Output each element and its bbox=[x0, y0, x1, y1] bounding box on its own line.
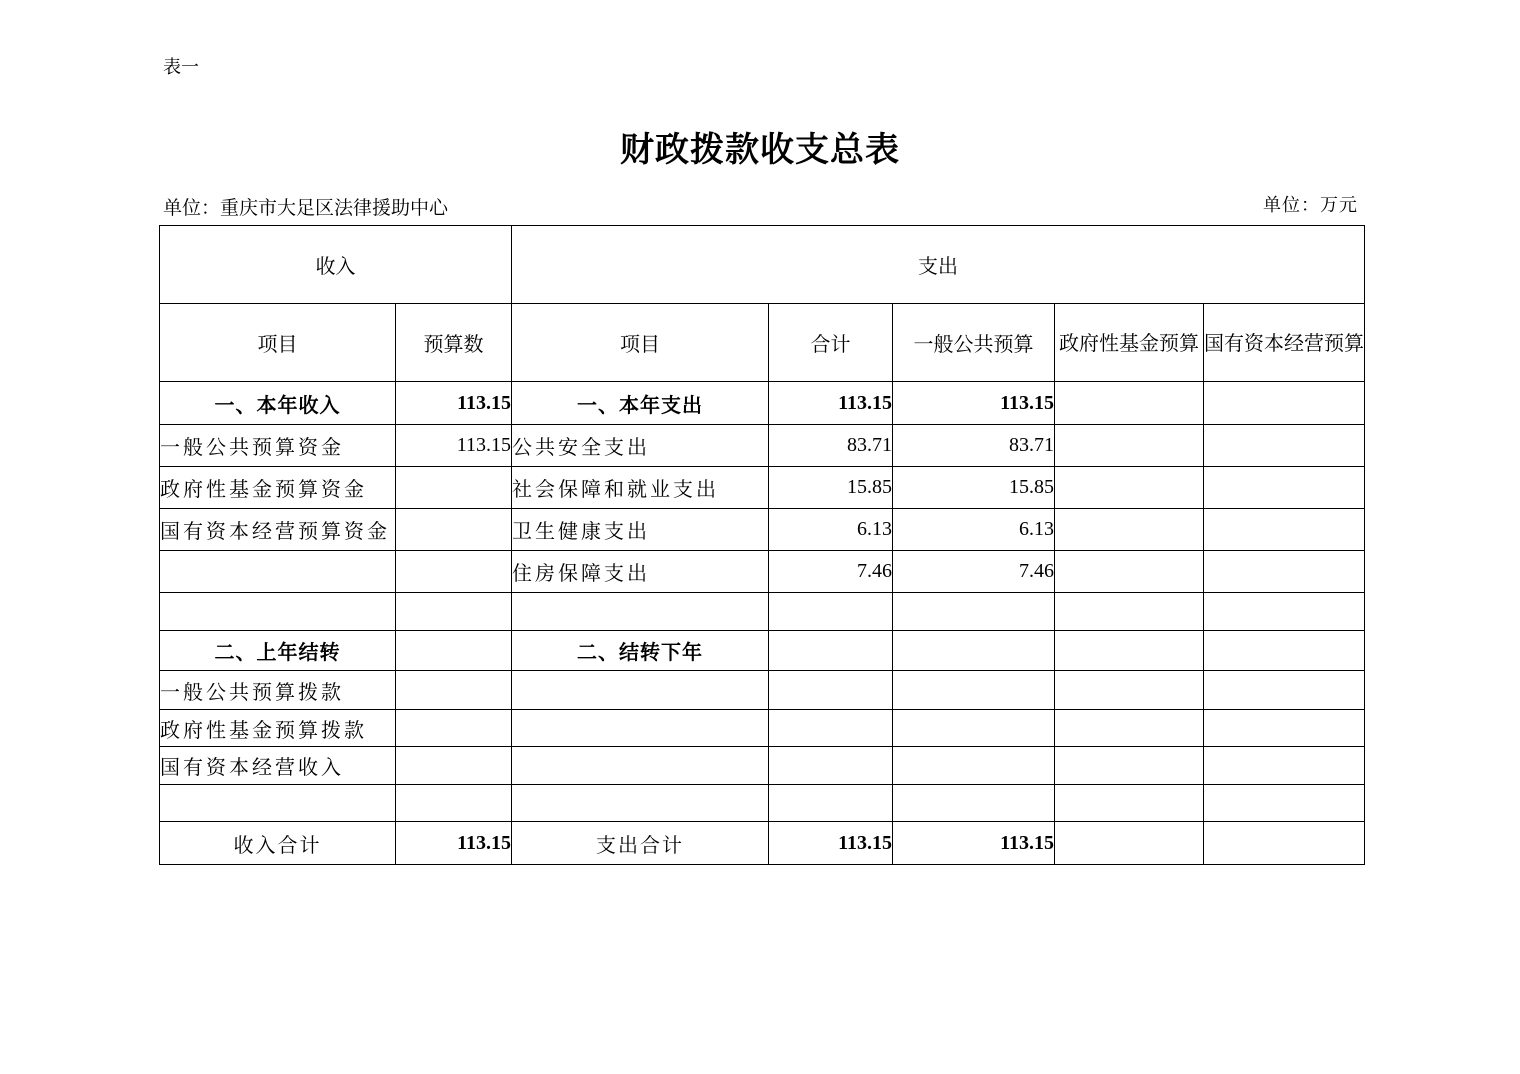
fiscal-allocation-table bbox=[159, 225, 1365, 865]
state-capital-budget-cell bbox=[1204, 822, 1365, 865]
general-budget-cell: 7.46 bbox=[893, 551, 1055, 593]
state-capital-budget-cell bbox=[1204, 631, 1365, 671]
expense-group-header: 支出 bbox=[512, 226, 1365, 304]
gov-fund-budget-cell bbox=[1055, 785, 1204, 822]
general-budget-cell: 15.85 bbox=[893, 467, 1055, 509]
income-item-header: 项目 bbox=[160, 304, 396, 382]
state-capital-budget-cell bbox=[1204, 785, 1365, 822]
table-row bbox=[160, 551, 1365, 593]
currency-unit: 单位：万元 bbox=[1263, 195, 1358, 216]
gov-fund-budget-cell bbox=[1055, 822, 1204, 865]
table-row bbox=[160, 671, 1365, 710]
gov-fund-budget-cell bbox=[1055, 671, 1204, 710]
income-item-cell: 一般公共预算资金 bbox=[160, 425, 396, 467]
state-capital-budget-cell bbox=[1204, 509, 1365, 551]
gov-fund-budget-cell bbox=[1055, 593, 1204, 631]
income-item-cell bbox=[160, 593, 396, 631]
table-row bbox=[160, 509, 1365, 551]
expense-item-cell bbox=[512, 710, 769, 747]
general-budget-cell: 113.15 bbox=[893, 382, 1055, 425]
expense-item-cell: 公共安全支出 bbox=[512, 425, 769, 467]
organization-unit: 单位：重庆市大足区法律援助中心 bbox=[163, 197, 449, 219]
gov-fund-budget-cell bbox=[1055, 747, 1204, 785]
total-cell: 6.13 bbox=[769, 509, 893, 551]
gov-fund-budget-cell bbox=[1055, 710, 1204, 747]
expense-item-cell bbox=[512, 671, 769, 710]
group-header-row bbox=[160, 226, 1365, 304]
state-capital-budget-header: 国有资本经营预算 bbox=[1204, 304, 1365, 382]
gov-fund-budget-header: 政府性基金预算 bbox=[1055, 304, 1204, 382]
expense-item-cell: 住房保障支出 bbox=[512, 551, 769, 593]
table-row bbox=[160, 785, 1365, 822]
table-label: 表一 bbox=[163, 57, 199, 78]
general-budget-cell: 6.13 bbox=[893, 509, 1055, 551]
state-capital-budget-cell bbox=[1204, 551, 1365, 593]
general-budget-cell bbox=[893, 593, 1055, 631]
general-budget-cell: 113.15 bbox=[893, 822, 1055, 865]
total-cell bbox=[769, 710, 893, 747]
table-row bbox=[160, 593, 1365, 631]
income-budget-cell bbox=[396, 593, 512, 631]
income-budget-cell: 113.15 bbox=[396, 382, 512, 425]
total-cell bbox=[769, 631, 893, 671]
total-cell: 113.15 bbox=[769, 822, 893, 865]
income-budget-cell bbox=[396, 671, 512, 710]
state-capital-budget-cell bbox=[1204, 467, 1365, 509]
income-budget-cell bbox=[396, 710, 512, 747]
state-capital-budget-cell bbox=[1204, 593, 1365, 631]
total-cell bbox=[769, 593, 893, 631]
income-budget-cell: 113.15 bbox=[396, 425, 512, 467]
table-row bbox=[160, 382, 1365, 425]
table-row bbox=[160, 631, 1365, 671]
income-item-cell: 国有资本经营收入 bbox=[160, 747, 396, 785]
income-budget-cell bbox=[396, 509, 512, 551]
expense-item-cell bbox=[512, 593, 769, 631]
income-budget-cell bbox=[396, 467, 512, 509]
income-item-cell: 一、本年收入 bbox=[160, 382, 396, 425]
general-budget-cell bbox=[893, 671, 1055, 710]
income-budget-cell: 113.15 bbox=[396, 822, 512, 865]
gov-fund-budget-cell bbox=[1055, 382, 1204, 425]
general-budget-cell bbox=[893, 785, 1055, 822]
state-capital-budget-cell bbox=[1204, 382, 1365, 425]
gov-fund-budget-cell bbox=[1055, 551, 1204, 593]
state-capital-budget-cell bbox=[1204, 425, 1365, 467]
total-cell: 83.71 bbox=[769, 425, 893, 467]
gov-fund-budget-cell bbox=[1055, 425, 1204, 467]
income-item-cell: 二、上年结转 bbox=[160, 631, 396, 671]
general-budget-cell bbox=[893, 631, 1055, 671]
income-group-header: 收入 bbox=[160, 226, 512, 304]
table-row bbox=[160, 822, 1365, 865]
general-budget-cell bbox=[893, 710, 1055, 747]
table-row bbox=[160, 425, 1365, 467]
gov-fund-budget-cell bbox=[1055, 509, 1204, 551]
expense-item-cell: 一、本年支出 bbox=[512, 382, 769, 425]
expense-item-cell: 卫生健康支出 bbox=[512, 509, 769, 551]
total-cell: 7.46 bbox=[769, 551, 893, 593]
general-budget-cell: 83.71 bbox=[893, 425, 1055, 467]
column-header-row bbox=[160, 304, 1365, 382]
income-budget-cell bbox=[396, 631, 512, 671]
total-cell: 113.15 bbox=[769, 382, 893, 425]
income-budget-cell bbox=[396, 747, 512, 785]
total-cell: 15.85 bbox=[769, 467, 893, 509]
state-capital-budget-cell bbox=[1204, 747, 1365, 785]
expense-item-cell bbox=[512, 785, 769, 822]
document-title: 财政拨款收支总表 bbox=[620, 130, 900, 170]
table-row bbox=[160, 467, 1365, 509]
income-budget-header: 预算数 bbox=[396, 304, 512, 382]
expense-item-cell: 二、结转下年 bbox=[512, 631, 769, 671]
total-cell bbox=[769, 785, 893, 822]
state-capital-budget-cell bbox=[1204, 671, 1365, 710]
general-budget-header: 一般公共预算 bbox=[893, 304, 1055, 382]
expense-item-header: 项目 bbox=[512, 304, 769, 382]
income-budget-cell bbox=[396, 551, 512, 593]
income-item-cell bbox=[160, 785, 396, 822]
gov-fund-budget-cell bbox=[1055, 467, 1204, 509]
income-item-cell: 政府性基金预算资金 bbox=[160, 467, 396, 509]
total-cell bbox=[769, 671, 893, 710]
general-budget-cell bbox=[893, 747, 1055, 785]
table-row bbox=[160, 710, 1365, 747]
expense-item-cell: 支出合计 bbox=[512, 822, 769, 865]
income-item-cell: 收入合计 bbox=[160, 822, 396, 865]
income-item-cell: 国有资本经营预算资金 bbox=[160, 509, 396, 551]
income-budget-cell bbox=[396, 785, 512, 822]
gov-fund-budget-cell bbox=[1055, 631, 1204, 671]
income-item-cell: 政府性基金预算拨款 bbox=[160, 710, 396, 747]
total-cell bbox=[769, 747, 893, 785]
expense-item-cell: 社会保障和就业支出 bbox=[512, 467, 769, 509]
expense-item-cell bbox=[512, 747, 769, 785]
state-capital-budget-cell bbox=[1204, 710, 1365, 747]
income-item-cell: 一般公共预算拨款 bbox=[160, 671, 396, 710]
income-item-cell bbox=[160, 551, 396, 593]
total-header: 合计 bbox=[769, 304, 893, 382]
table-row bbox=[160, 747, 1365, 785]
